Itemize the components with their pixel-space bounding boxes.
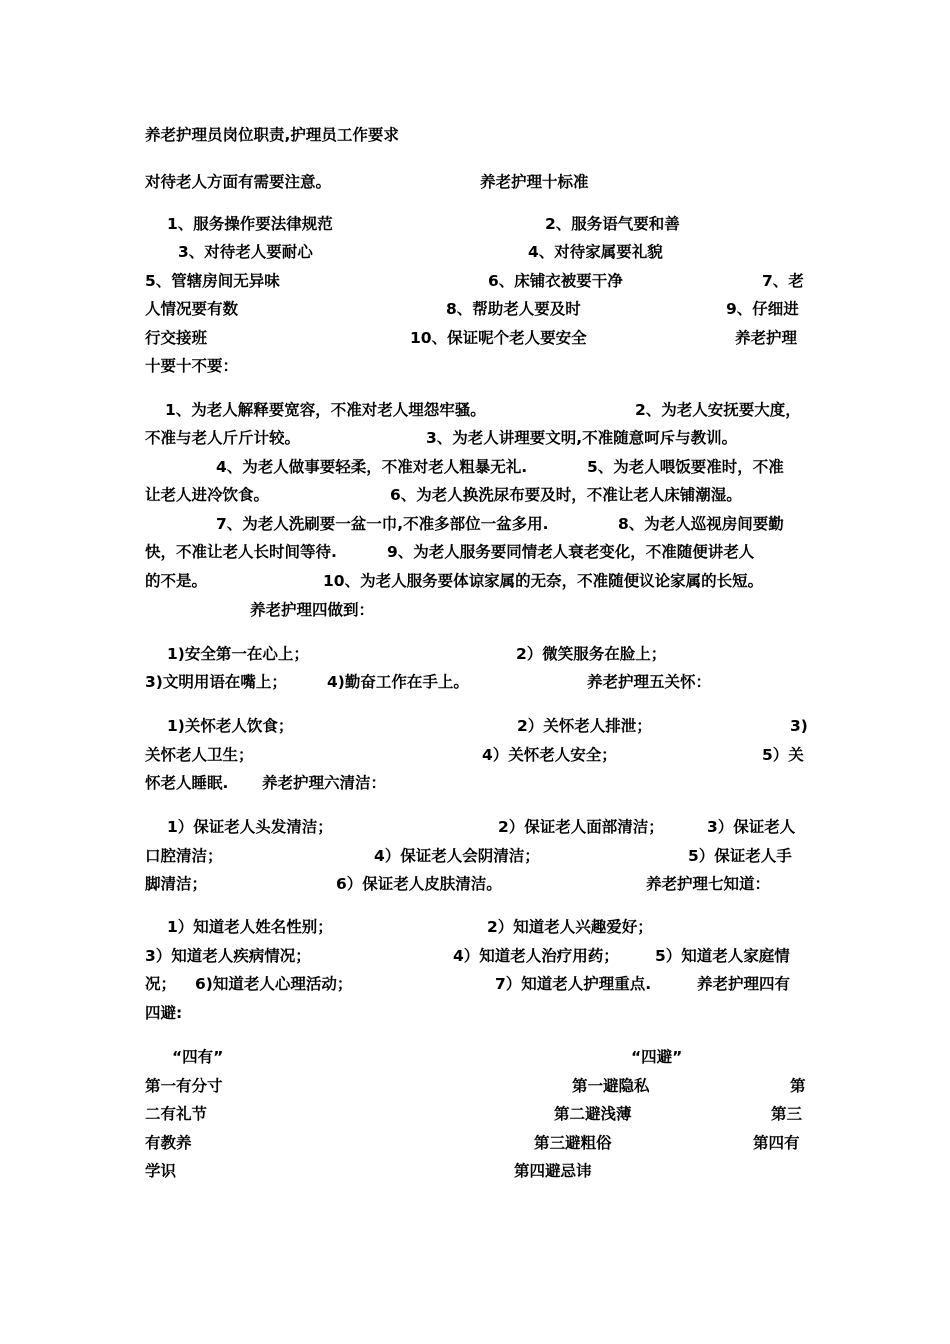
rule-item: 快，不准让老人长时间等待. bbox=[145, 543, 337, 561]
rule-item: 4、为老人做事要轻柔，不准对老人粗暴无礼. bbox=[216, 458, 528, 476]
know-item: 1）知道老人姓名性别； bbox=[167, 918, 333, 936]
rule-item: 8、为老人巡视房间要勤 bbox=[618, 515, 784, 533]
clean-item: 2）保证老人面部清洁； bbox=[498, 818, 664, 836]
avoid-item: 第三避粗俗 bbox=[534, 1134, 612, 1152]
standard-item: 7、老 bbox=[762, 272, 804, 290]
standard-item: 10、保证呢个老人要安全 bbox=[410, 329, 587, 347]
four-dos-item: 2）微笑服务在脸上； bbox=[516, 645, 667, 663]
rule-item: 10、为老人服务要体谅家属的无奈，不准随便议论家属的长短。 bbox=[323, 572, 764, 590]
know-item: 6)知道老人心理活动； bbox=[195, 975, 353, 993]
rule-item: 9、为老人服务要同情老人衰老变化，不准随便讲老人 bbox=[387, 543, 755, 561]
standard-item: 2、服务语气要和善 bbox=[545, 215, 680, 233]
know-item: 3）知道老人疾病情况； bbox=[145, 947, 311, 965]
standard-item: 5、管辖房间无异味 bbox=[145, 272, 280, 290]
standard-item: 3、对待老人要耐心 bbox=[178, 243, 313, 261]
section-heading-ten-dos: 养老护理 bbox=[735, 329, 798, 347]
clean-item: 口腔清洁； bbox=[145, 847, 223, 865]
section-heading-six-cleans: 养老护理六清洁： bbox=[262, 774, 387, 792]
section-heading-four-haves-four-avoids: 四避: bbox=[145, 1004, 183, 1022]
care-item: 2）关怀老人排泄； bbox=[517, 717, 652, 735]
have-item: 第四有 bbox=[753, 1134, 800, 1152]
know-item: 况； bbox=[145, 975, 177, 993]
clean-item: 1）保证老人头发清洁； bbox=[167, 818, 333, 836]
standard-item: 行交接班 bbox=[145, 329, 208, 347]
know-item: 4）知道老人治疗用药； bbox=[453, 947, 619, 965]
have-item: 第 bbox=[790, 1077, 806, 1095]
clean-item: 6）保证老人皮肤清洁。 bbox=[336, 875, 502, 893]
rule-item: 的不是。 bbox=[145, 572, 208, 590]
rule-item: 6、为老人换洗尿布要及时，不准让老人床铺潮湿。 bbox=[390, 486, 742, 504]
document-title: 养老护理员岗位职责,护理员工作要求 bbox=[145, 126, 399, 144]
have-item: 学识 bbox=[145, 1162, 177, 1180]
section-heading-four-dos: 养老护理四做到： bbox=[250, 601, 375, 619]
avoid-item: 第四避忌讳 bbox=[514, 1162, 592, 1180]
standard-item: 8、帮助老人要及时 bbox=[446, 300, 581, 318]
know-item: 7）知道老人护理重点. bbox=[495, 975, 652, 993]
rule-item: 1、为老人解释要宽容，不准对老人埋怨牢骚。 bbox=[165, 401, 486, 419]
section-heading-ten-dos: 十要十不要： bbox=[145, 357, 239, 375]
rule-item: 2、为老人安抚要大度， bbox=[635, 401, 801, 419]
care-item: 3) bbox=[790, 717, 808, 735]
rule-item: 不准与老人斤斤计较。 bbox=[145, 429, 301, 447]
care-item: 怀老人睡眠. bbox=[145, 774, 229, 792]
section-heading-four-haves-four-avoids: 养老护理四有 bbox=[697, 975, 791, 993]
clean-item: 3）保证老人 bbox=[707, 818, 796, 836]
standard-item: 6、床铺衣被要干净 bbox=[488, 272, 623, 290]
avoid-item: 第一避隐私 bbox=[572, 1077, 650, 1095]
care-item: 关怀老人卫生； bbox=[145, 746, 254, 764]
standard-item: 1、服务操作要法律规范 bbox=[167, 215, 333, 233]
clean-item: 脚清洁； bbox=[145, 875, 208, 893]
have-item: 第三 bbox=[771, 1105, 803, 1123]
section-heading-five-cares: 养老护理五关怀： bbox=[587, 673, 712, 691]
have-item: 第一有分寸 bbox=[145, 1077, 223, 1095]
section-heading-ten-standards: 养老护理十标准 bbox=[480, 173, 589, 191]
rule-item: 3、为老人讲理要文明,不准随意呵斥与教训。 bbox=[426, 429, 738, 447]
care-item: 5）关 bbox=[762, 746, 804, 764]
standard-item: 4、对待家属要礼貌 bbox=[528, 243, 663, 261]
standard-item: 人情况要有数 bbox=[145, 300, 239, 318]
four-dos-item: 4)勤奋工作在手上。 bbox=[327, 673, 469, 691]
four-dos-item: 1)安全第一在心上； bbox=[167, 645, 309, 663]
know-item: 5）知道老人家庭情 bbox=[655, 947, 790, 965]
avoid-item: 第二避浅薄 bbox=[554, 1105, 632, 1123]
standard-item: 9、仔细进 bbox=[726, 300, 799, 318]
rule-item: 5、为老人喂饭要准时，不准 bbox=[587, 458, 784, 476]
care-item: 1)关怀老人饮食； bbox=[167, 717, 294, 735]
have-item: 二有礼节 bbox=[145, 1105, 208, 1123]
four-dos-item: 3)文明用语在嘴上； bbox=[145, 673, 287, 691]
intro-text: 对待老人方面有需要注意。 bbox=[145, 173, 332, 191]
clean-item: 4）保证老人会阴清洁； bbox=[374, 847, 540, 865]
clean-item: 5）保证老人手 bbox=[688, 847, 792, 865]
care-item: 4）关怀老人安全； bbox=[482, 746, 617, 764]
four-haves-heading: “四有” bbox=[172, 1048, 224, 1066]
section-heading-seven-knows: 养老护理七知道： bbox=[646, 875, 771, 893]
rule-item: 让老人进冷饮食。 bbox=[145, 486, 270, 504]
know-item: 2）知道老人兴趣爱好； bbox=[487, 918, 653, 936]
have-item: 有教养 bbox=[145, 1134, 192, 1152]
rule-item: 7、为老人洗刷要一盆一巾,不准多部位一盆多用. bbox=[216, 515, 549, 533]
four-avoids-heading: “四避” bbox=[631, 1048, 683, 1066]
